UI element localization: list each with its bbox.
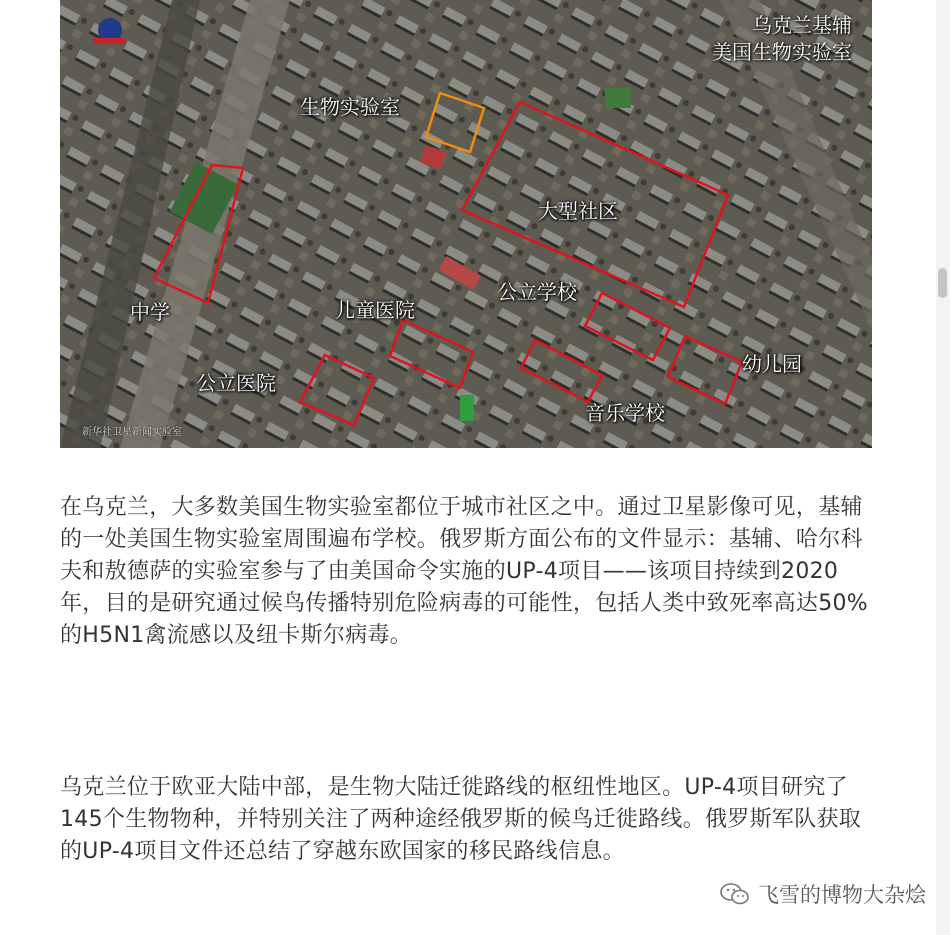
scrollbar-thumb[interactable] xyxy=(938,268,947,298)
label-public-hospital: 公立医院 xyxy=(196,371,276,395)
article-paragraph-2: 乌克兰位于欧亚大陆中部，是生物大陆迁徙路线的枢纽性地区。UP-4项目研究了145个生物物种，并特别关注了两种途经俄罗斯的候鸟迁徙路线。俄罗斯军队获取的UP-4项目文件还总结了穿越东欧国家的移民路线信息。 xyxy=(60,775,862,864)
caption-line-1: 乌克兰基辅 xyxy=(752,13,852,37)
image-credit: 新华社卫星新闻实验室 xyxy=(82,427,182,438)
label-childrens-hospital: 儿童医院 xyxy=(335,298,415,322)
watermark-text: 飞雪的博物大杂烩 xyxy=(758,883,926,907)
label-public-school: 公立学校 xyxy=(497,280,577,304)
space-news-logo xyxy=(90,14,130,54)
label-bio-lab: 生物实验室 xyxy=(300,95,400,119)
satellite-image xyxy=(60,0,872,448)
scrollbar-track[interactable] xyxy=(936,0,950,935)
image-caption xyxy=(712,12,852,66)
label-music-school: 音乐学校 xyxy=(585,401,665,425)
wechat-watermark xyxy=(720,878,926,910)
satellite-imagery xyxy=(60,0,872,448)
wechat-icon xyxy=(720,882,750,906)
label-large-community: 大型社区 xyxy=(538,199,618,223)
caption-line-2: 美国生物实验室 xyxy=(712,40,852,64)
article-paragraph-1: 在乌克兰，大多数美国生物实验室都位于城市社区之中。通过卫星影像可见，基辅的一处美国生物实验室周围遍布学校。俄罗斯方面公布的文件显示：基辅、哈尔科夫和敖德萨的实验室参与了由美国命令实施的UP-4项目——该项目持续到2020年，目的是研究通过候鸟传播特别危险病毒的可能性，包括人类中致死率高达50%的H5N1禽流感以及纽卡斯尔病毒。 xyxy=(60,495,869,648)
label-middle-school: 中学 xyxy=(130,300,170,324)
label-kindergarten: 幼儿园 xyxy=(742,352,802,376)
